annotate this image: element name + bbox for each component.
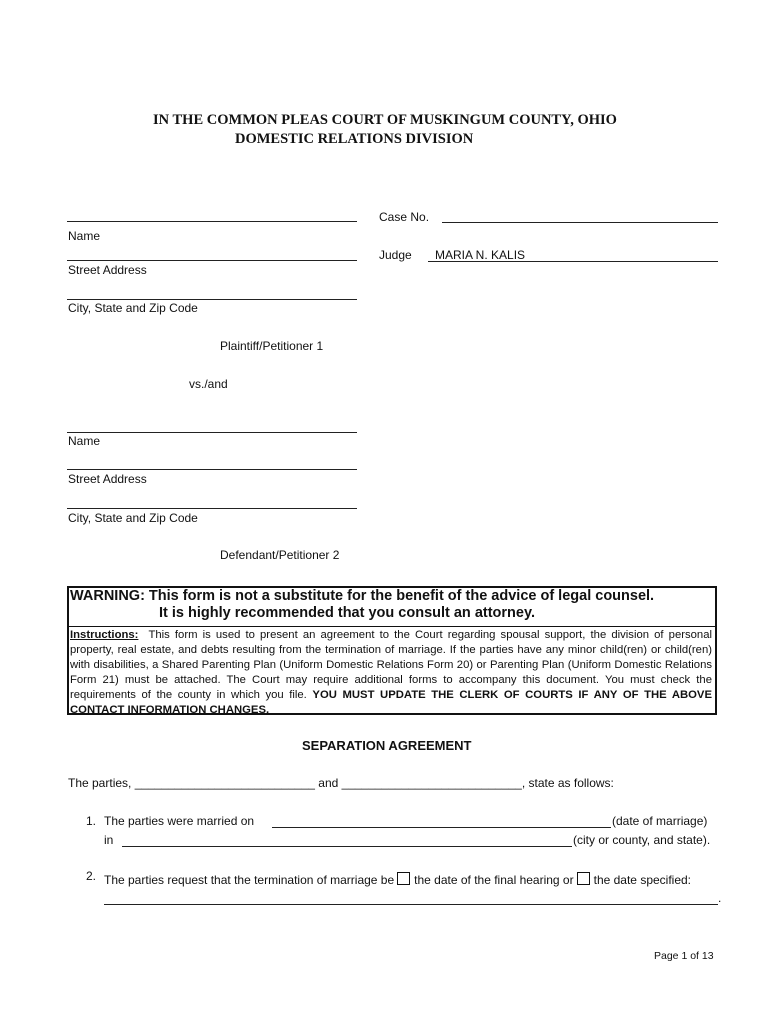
page-number: Page 1 of 13 — [654, 950, 714, 962]
warning-divider — [69, 626, 715, 627]
specified-date-field[interactable] — [104, 904, 718, 905]
item2-number: 2. — [86, 869, 97, 883]
case-no-field[interactable] — [442, 222, 718, 223]
item2-end: . — [718, 891, 722, 905]
party1-blank[interactable]: ___________________________ — [134, 776, 315, 790]
item1-text: The parties were married on — [104, 814, 255, 828]
vs-label: vs./and — [189, 377, 228, 391]
item1-in: in — [104, 833, 114, 847]
marriage-date-label: (date of marriage) — [612, 814, 708, 828]
court-title: IN THE COMMON PLEAS COURT OF MUSKINGUM COUNTY, OHIO — [153, 112, 617, 128]
party2-role: Defendant/Petitioner 2 — [220, 548, 340, 562]
parties-sentence — [68, 776, 614, 790]
marriage-date-field[interactable] — [272, 827, 611, 828]
item2-text: The parties request that the termination of marriage be — [104, 873, 395, 887]
marriage-place-field[interactable] — [122, 846, 572, 847]
final-hearing-label: the date of the final hearing or — [414, 873, 574, 887]
division-title: DOMESTIC RELATIONS DIVISION — [235, 131, 474, 147]
item2-sentence — [104, 872, 691, 887]
party1-name-label: Name — [68, 229, 101, 243]
party2-street-line[interactable] — [67, 469, 357, 470]
item1-number: 1. — [86, 814, 97, 828]
party2-name-label: Name — [68, 434, 101, 448]
warning-line2: It is highly recommended that you consult an attorney. — [159, 605, 535, 621]
marriage-place-label: (city or county, and state). — [573, 833, 711, 847]
date-specified-checkbox[interactable] — [577, 872, 590, 885]
warning-line1: WARNING: This form is not a substitute for the benefit of the advice of legal counsel. — [70, 588, 655, 604]
instructions-text: This form is used to present an agreement to the Court regarding spousal support, the division of personal property, real estate, and debts resulting from the termination of marriage. If the parties have any minor child(ren) or child(ren) with disabilities, a Shared Parenting Plan (Uniform Domestic Relations Form 20) or Parenting Plan (Uniform Domestic Relations Form 21) must be attached. The Court may require additional forms to accompany this document. You must check the requirements of the county in which you file. — [70, 629, 712, 701]
party1-street-label: Street Address — [68, 263, 147, 277]
instructions-bold: YOU MUST UPDATE THE CLERK OF COURTS IF ANY OF THE ABOVE CONTACT INFORMATION CHANGES. — [70, 688, 712, 716]
party1-city-label: City, State and Zip Code — [68, 301, 198, 315]
party1-name-line[interactable] — [67, 221, 357, 222]
warning-heading — [69, 588, 716, 622]
party2-name-line[interactable] — [67, 432, 357, 433]
parties-prefix: The parties, — [68, 776, 132, 790]
party2-city-label: City, State and Zip Code — [68, 511, 198, 525]
instructions — [70, 628, 712, 717]
judge-label: Judge — [379, 248, 412, 262]
agreement-title: SEPARATION AGREEMENT — [302, 738, 472, 753]
final-hearing-checkbox[interactable] — [397, 872, 410, 885]
judge-name: MARIA N. KALIS — [435, 248, 526, 262]
instructions-label: Instructions: — [70, 629, 139, 641]
date-specified-label: the date specified: — [593, 873, 692, 887]
warning-box — [67, 586, 717, 715]
party2-blank[interactable]: ___________________________ — [341, 776, 522, 790]
party2-city-line[interactable] — [67, 508, 357, 509]
party1-role: Plaintiff/Petitioner 1 — [220, 339, 324, 353]
parties-suffix: , state as follows: — [521, 776, 614, 790]
parties-and: and — [318, 776, 339, 790]
party1-street-line[interactable] — [67, 260, 357, 261]
party1-city-line[interactable] — [67, 299, 357, 300]
party2-street-label: Street Address — [68, 472, 147, 486]
case-no-label: Case No. — [379, 210, 430, 224]
